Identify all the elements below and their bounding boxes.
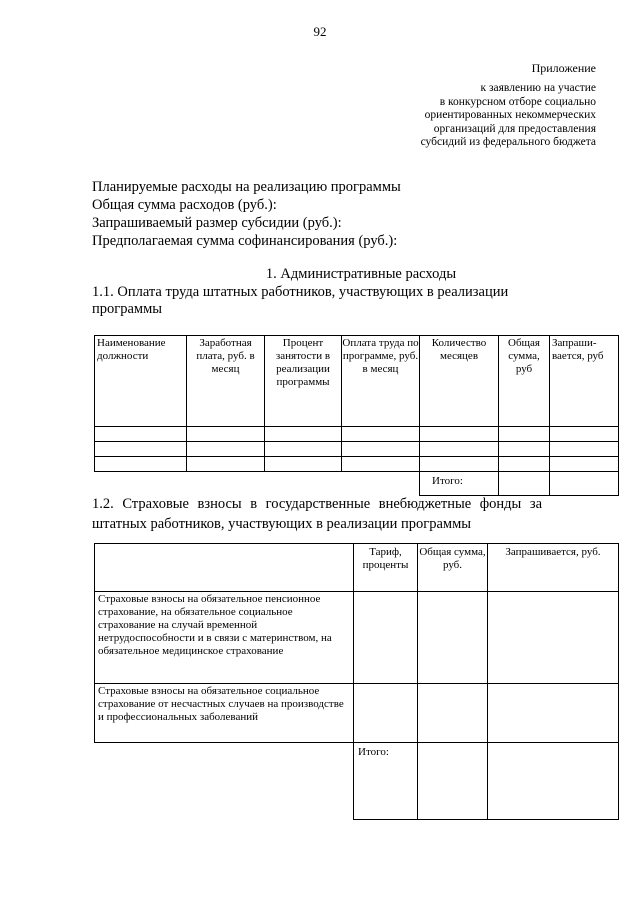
table-header-row xyxy=(95,544,619,592)
subsection-1-2-title: 1.2. Страховые взносы в государственные внебюджетные фонды за штатных работников, участвующих в реализации программы xyxy=(92,496,542,532)
table-total-row xyxy=(95,472,619,496)
tariff-header: Тариф, проценты xyxy=(354,544,418,592)
total-requested-cell[interactable] xyxy=(488,743,619,820)
program-pay-header: Оплата труда по программе, руб. в месяц xyxy=(342,336,420,427)
appendix-line: ориентированных некоммерческих xyxy=(424,109,596,121)
table-row xyxy=(95,457,619,472)
summary-heading: Планируемые расходы на реализацию программы xyxy=(92,179,401,195)
total-label: Итого: xyxy=(354,743,418,820)
table-cell[interactable] xyxy=(354,684,418,743)
table-cell[interactable] xyxy=(499,427,550,442)
accident-insurance-label: Страховые взносы на обязательное социальное страхование от несчастных случаев на производстве и профессиональных заболеваний xyxy=(95,684,354,743)
expense-summary xyxy=(92,178,401,250)
table-total-row xyxy=(95,743,619,820)
requested-subsidy-label: Запрашиваемый размер субсидии (руб.): xyxy=(92,215,342,231)
table-cell[interactable] xyxy=(265,427,342,442)
table-cell[interactable] xyxy=(499,442,550,457)
table-cell[interactable] xyxy=(550,457,619,472)
table-cell[interactable] xyxy=(187,442,265,457)
table-cell[interactable] xyxy=(550,427,619,442)
blank-cell xyxy=(95,472,420,496)
insurance-contributions-table xyxy=(94,543,619,820)
requested-header: Запраши-вается, руб xyxy=(550,336,619,427)
table-cell[interactable] xyxy=(420,442,499,457)
table-cell[interactable] xyxy=(488,592,619,684)
table-cell[interactable] xyxy=(265,457,342,472)
table-cell[interactable] xyxy=(95,427,187,442)
table-cell[interactable] xyxy=(418,592,488,684)
months-count-header: Количество месяцев xyxy=(420,336,499,427)
appendix-title: Приложение xyxy=(531,61,596,75)
appendix-line: субсидий из федерального бюджета xyxy=(420,136,596,148)
appendix-subtitle xyxy=(421,82,596,150)
appendix-line: организаций для предоставления xyxy=(433,122,596,135)
table-cell[interactable] xyxy=(550,442,619,457)
salary-header: Заработная плата, руб. в месяц xyxy=(187,336,265,427)
employment-percent-header: Процент занятости в реализации программы xyxy=(265,336,342,427)
total-requested-cell[interactable] xyxy=(550,472,619,496)
table-row xyxy=(95,442,619,457)
table-row xyxy=(95,684,619,743)
appendix-line: к заявлению на участие xyxy=(480,82,596,94)
staff-salary-table xyxy=(94,335,619,496)
table-cell[interactable] xyxy=(354,592,418,684)
position-name-header: Наименование должности xyxy=(95,336,187,427)
table-cell[interactable] xyxy=(95,442,187,457)
section-title: 1. Административные расходы xyxy=(265,266,457,282)
page-number: 92 xyxy=(313,24,327,39)
table-header-row xyxy=(95,336,619,427)
table-cell[interactable] xyxy=(95,457,187,472)
total-sum-header: Общая сумма, руб. xyxy=(418,544,488,592)
table-cell[interactable] xyxy=(488,684,619,743)
appendix-line: в конкурсном отборе социально xyxy=(439,95,596,108)
blank-cell xyxy=(95,743,354,820)
table-cell[interactable] xyxy=(499,457,550,472)
total-sum-cell[interactable] xyxy=(499,472,550,496)
table-row xyxy=(95,592,619,684)
total-expenses-label: Общая сумма расходов (руб.): xyxy=(92,197,277,213)
table-cell[interactable] xyxy=(420,427,499,442)
subsection-1-1-title: 1.1. Оплата труда штатных работников, участвующих в реализации программы xyxy=(92,284,509,317)
table-cell[interactable] xyxy=(418,684,488,743)
total-sum-cell[interactable] xyxy=(418,743,488,820)
table-cell[interactable] xyxy=(342,427,420,442)
description-header xyxy=(95,544,354,592)
table-cell[interactable] xyxy=(342,442,420,457)
requested-header: Запрашивается, руб. xyxy=(488,544,619,592)
table-cell[interactable] xyxy=(187,427,265,442)
table-cell[interactable] xyxy=(420,457,499,472)
total-sum-header: Общая сумма, руб xyxy=(499,336,550,427)
table-cell[interactable] xyxy=(187,457,265,472)
total-label: Итого: xyxy=(420,472,499,496)
table-row xyxy=(95,427,619,442)
cofinancing-label: Предполагаемая сумма софинансирования (руб.): xyxy=(92,233,398,249)
table-cell[interactable] xyxy=(265,442,342,457)
pension-medical-insurance-label: Страховые взносы на обязательное пенсионное страхование, на обязательное социальное страхование на случай временной нетрудоспособности и в связи с материнством, на обязательное медицинское страхование xyxy=(95,592,354,684)
table-cell[interactable] xyxy=(342,457,420,472)
